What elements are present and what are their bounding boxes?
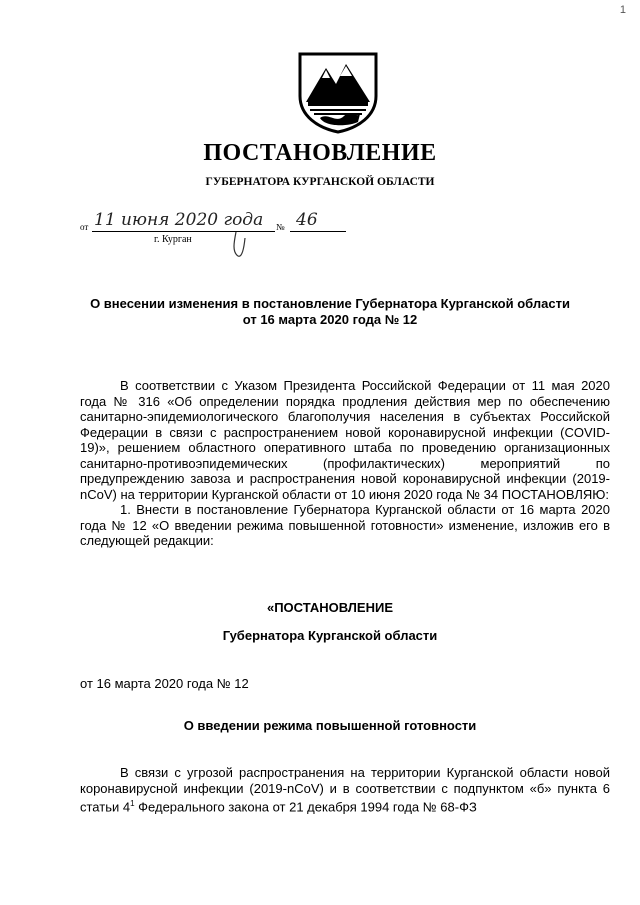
superscript: 1 bbox=[130, 799, 135, 808]
quoted-paragraph bbox=[80, 765, 610, 815]
quoted-subtitle: Губернатора Курганской области bbox=[222, 628, 438, 643]
quoted-title: «ПОСТАНОВЛЕНИЕ bbox=[266, 600, 394, 615]
quoted-paragraph-start: В связи с угрозой распространения на территории Курганской области новой коронавирусной инфекции (2019-nCoV) и в соответствии с подпунктом «б» пункта 6 статьи 4 bbox=[80, 765, 610, 815]
document-title: ПОСТАНОВЛЕНИЕ bbox=[203, 140, 437, 166]
resolution-body bbox=[80, 378, 610, 549]
quoted-paragraph-end: Федерального закона от 21 декабря 1994 года № 68-ФЗ bbox=[134, 799, 477, 815]
handwritten-number: 46 bbox=[296, 210, 318, 230]
body-paragraph-1: В соответствии с Указом Президента Российской Федерации от 11 мая 2020 года № 316 «Об определении порядка продления действия мер по обеспечению санитарно-эпидемиологического благополучия населения в субъектах Российской Федерации в связи с распространением новой коронавирусной инфекции (COVID-19)», решением областного оперативного штаба по проведению организационных санитарно-противоэпидемических (профилактических) мероприятий по предупреждению завоза и распространения новой коронавирусной инфекции (2019-nCoV) на территории Курганской области от 10 июня 2020 года № 34 ПОСТАНОВЛЯЮ: bbox=[80, 378, 610, 502]
body-paragraph-2: 1. Внести в постановление Губернатора Курганской области от 16 марта 2020 года № 12 «О введении режима повышенной готовности» изменение, изложив его в следующей редакции: bbox=[80, 502, 610, 548]
document-subtitle: ГУБЕРНАТОРА КУРГАНСКОЙ ОБЛАСТИ bbox=[205, 176, 435, 188]
handwritten-date: 11 июня 2020 года bbox=[94, 210, 264, 230]
quoted-body bbox=[80, 765, 610, 815]
date-prefix: от bbox=[80, 222, 89, 232]
resolution-heading-line1: О внесении изменения в постановление Губернатора Курганской области bbox=[90, 296, 570, 311]
handwritten-stroke-mark bbox=[230, 230, 250, 260]
page-number: 1 bbox=[619, 4, 626, 16]
number-prefix: № bbox=[276, 222, 285, 232]
date-number-line bbox=[80, 210, 380, 262]
city-label: г. Курган bbox=[154, 234, 192, 245]
resolution-heading bbox=[60, 296, 600, 328]
quoted-date-line: от 16 марта 2020 года № 12 bbox=[80, 676, 249, 691]
kurgan-coat-of-arms-emblem bbox=[296, 50, 380, 134]
resolution-heading-line2: от 16 марта 2020 года № 12 bbox=[242, 312, 418, 327]
number-underline bbox=[290, 231, 346, 232]
quoted-heading: О введении режима повышенной готовности bbox=[183, 718, 477, 733]
